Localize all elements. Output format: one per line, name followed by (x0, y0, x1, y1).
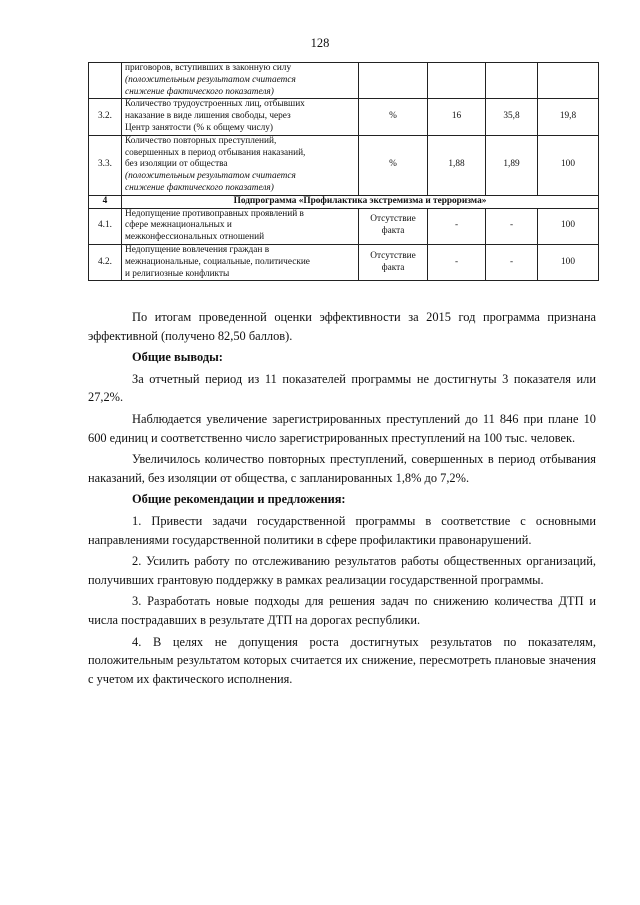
table-text-line: и религиозные конфликты (125, 268, 230, 279)
recommendation-4: 4. В целях не допущения роста достигнутых результатов по показателям, положительным результатом которых считается их снижение, пересмотреть плановые значения с учетом их фактического исполнения. (88, 634, 596, 686)
row-unit: % (359, 135, 428, 195)
row-number (89, 63, 122, 99)
table-row (89, 63, 599, 99)
row-value-percent: 100 (538, 208, 599, 244)
table-text-line: Отсутствие (370, 214, 416, 225)
table-note-line: снижение фактического показателя) (125, 86, 274, 97)
row-value-percent: 100 (538, 244, 599, 280)
table-text-line: межнациональные, социальные, политические (125, 256, 310, 267)
paragraph-efficiency: По итогам проведенной оценки эффективности за 2015 год программа признана эффективной (получено 82,50 баллов). (88, 310, 596, 343)
row-value-fact: 35,8 (486, 99, 538, 135)
subprogram-number: 4 (89, 195, 122, 208)
table-text-line: сфере межнациональных и (125, 220, 232, 231)
row-description (122, 244, 359, 280)
row-description (122, 135, 359, 195)
table-text-line: наказание в виде лишения свободы, через (125, 111, 291, 122)
subprogram-row (89, 195, 599, 208)
paragraph-repeat-crimes: Увеличилось количество повторных преступлений, совершенных в период отбывания наказаний, без изоляции от общества, с запланированных 1,8% до 7,2%. (88, 452, 596, 485)
table-text-line: Недопущение вовлечения граждан в (125, 244, 270, 255)
row-value-percent (538, 63, 599, 99)
table-text-line: факта (381, 226, 405, 237)
row-unit (359, 244, 428, 280)
row-unit (359, 63, 428, 99)
table-row (89, 244, 599, 280)
row-description (122, 63, 359, 99)
row-number: 4.1. (89, 208, 122, 244)
row-description (122, 208, 359, 244)
recommendation-1: 1. Привести задачи государственной программы в соответствие с основными направлениями государственной политики в сфере профилактики правонарушений. (88, 513, 596, 547)
table-note-line: (положительным результатом считается (125, 74, 296, 85)
table-note-line: (положительным результатом считается (125, 171, 296, 182)
table-row (89, 135, 599, 195)
row-number: 4.2. (89, 244, 122, 280)
table-row (89, 208, 599, 244)
table-text-line: Недопущение противоправных проявлений в (125, 208, 304, 219)
table-text-line: совершенных в период отбывания наказаний, (125, 147, 306, 158)
row-value-plan: 16 (428, 99, 486, 135)
row-unit: % (359, 99, 428, 135)
paragraph-crimes-increase: Наблюдается увеличение зарегистрированных преступлений до 11 846 при плане 10 600 единиц и соответственно число зарегистрированных преступлений на 100 тыс. человек. (88, 411, 596, 445)
row-value-percent: 19,8 (538, 99, 599, 135)
table-text-line: Количество повторных преступлений, (125, 135, 277, 146)
row-value-fact: 1,89 (486, 135, 538, 195)
table-note-line: снижение фактического показателя) (125, 182, 274, 193)
indicators-table (88, 62, 599, 281)
row-description (122, 99, 359, 135)
row-value-fact: - (486, 244, 538, 280)
page-number: 128 (310, 36, 330, 50)
recommendation-3: 3. Разработать новые подходы для решения задач по снижению количества ДТП и числа пострадавших в результате ДТП на дорогах республики. (88, 594, 596, 627)
row-value-plan: - (428, 208, 486, 244)
row-value-fact: - (486, 208, 538, 244)
body-text (88, 308, 596, 691)
row-value-percent: 100 (538, 135, 599, 195)
table-text-line: Количество трудоустроенных лиц, отбывших (125, 99, 305, 110)
table-text-line: без изоляции от общества (125, 159, 228, 170)
heading-conclusions: Общие выводы: (132, 350, 223, 365)
table-text-line: межконфессиональных отношений (125, 232, 265, 243)
table-text-line: Центр занятости (% к общему числу) (125, 122, 274, 133)
recommendation-2: 2. Усилить работу по отслеживанию результатов работы общественных организаций, получивших грантовую поддержку в рамках реализации государственной программы. (88, 554, 596, 587)
row-value-fact (486, 63, 538, 99)
row-number: 3.3. (89, 135, 122, 195)
row-value-plan: - (428, 244, 486, 280)
table-text-line: приговоров, вступивших в законную силу (125, 63, 292, 73)
heading-recommendations: Общие рекомендации и предложения: (132, 492, 346, 507)
row-unit (359, 208, 428, 244)
table-text-line: Отсутствие (370, 250, 416, 261)
row-value-plan: 1,88 (428, 135, 486, 195)
table-row (89, 99, 599, 135)
row-number: 3.2. (89, 99, 122, 135)
table-text-line: факта (381, 262, 405, 273)
paragraph-not-achieved: За отчетный период из 11 показателей программы не достигнуты 3 показателя или 27,2%. (88, 371, 596, 405)
subprogram-title: Подпрограмма «Профилактика экстремизма и терроризма» (122, 195, 599, 208)
row-value-plan (428, 63, 486, 99)
